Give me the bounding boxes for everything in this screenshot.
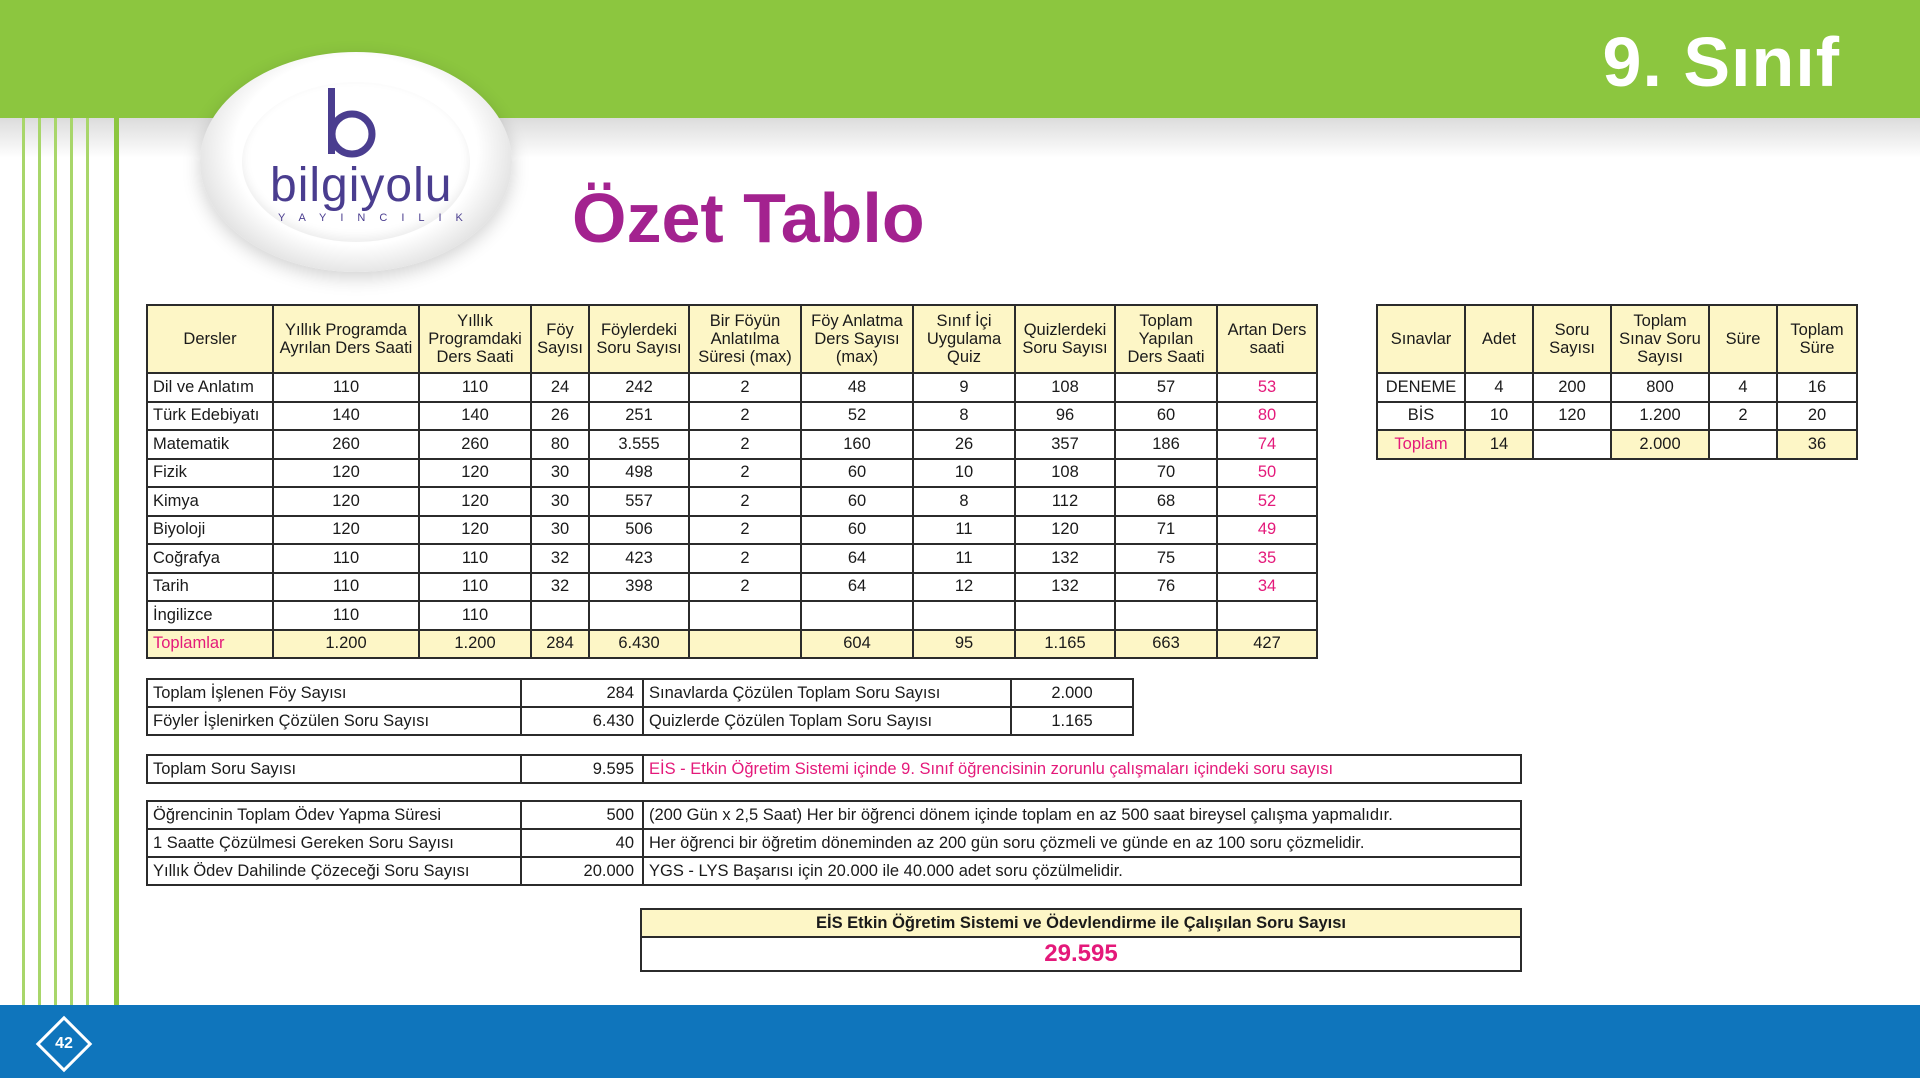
table-cell: 70 [1115,459,1217,488]
table-cell: 1.200 [1611,402,1709,431]
grand-total-value: 29.595 [641,937,1521,971]
table-cell: 11 [913,544,1015,573]
summary-value: 2.000 [1011,679,1133,707]
column-header: Adet [1465,305,1533,373]
grand-total-box [640,908,1522,972]
table-cell: 110 [273,601,419,630]
table-cell: 9 [913,373,1015,402]
table-cell: 260 [419,430,531,459]
table-cell: 35 [1217,544,1317,573]
table-cell: 498 [589,459,689,488]
table-cell: 34 [1217,573,1317,602]
table-cell: 506 [589,516,689,545]
table-header-row [147,305,1317,373]
total-questions-label: Toplam Soru Sayısı [147,755,521,783]
column-header: Yıllık Programda Ayrılan Ders Saati [273,305,419,373]
totals-label: Toplam [1377,430,1465,459]
table-cell: 120 [419,487,531,516]
table-cell: 2 [689,516,801,545]
column-header: Soru Sayısı [1533,305,1611,373]
totals-row [147,630,1317,659]
table-cell: 251 [589,402,689,431]
summary-label: Quizlerde Çözülen Toplam Soru Sayısı [643,707,1011,735]
table-cell: 2 [689,459,801,488]
column-header: Süre [1709,305,1777,373]
table-row [147,679,1133,707]
total-cell [1533,430,1611,459]
table-cell: 2 [689,430,801,459]
table-cell [1217,601,1317,630]
table-cell: 110 [273,544,419,573]
summary-label: Toplam İşlenen Föy Sayısı [147,679,521,707]
table-cell: 12 [913,573,1015,602]
grade-title: 9. Sınıf [1602,23,1840,101]
table-cell: 71 [1115,516,1217,545]
table-cell: 76 [1115,573,1217,602]
table-cell: 8 [913,402,1015,431]
table-cell: 74 [1217,430,1317,459]
total-cell: 604 [801,630,913,659]
table-cell: 110 [419,601,531,630]
table-cell: 120 [1015,516,1115,545]
total-cell [1709,430,1777,459]
table-cell: 186 [1115,430,1217,459]
table-cell [589,601,689,630]
summary-label: 1 Saatte Çözülmesi Gereken Soru Sayısı [147,829,521,857]
table-cell: 30 [531,459,589,488]
column-header: Toplam Süre [1777,305,1857,373]
column-header: Föy Sayısı [531,305,589,373]
column-header: Föy Anlatma Ders Sayısı (max) [801,305,913,373]
table-cell: 2 [689,373,801,402]
table-cell: 57 [1115,373,1217,402]
table-cell: 260 [273,430,419,459]
table-cell: 2 [1709,402,1777,431]
summary-value: 20.000 [521,857,643,885]
total-cell: 36 [1777,430,1857,459]
total-cell: 663 [1115,630,1217,659]
logo-b-icon [322,86,382,162]
table-cell: 60 [801,516,913,545]
table-cell: 110 [273,573,419,602]
column-header: Yıllık Programdaki Ders Saati [419,305,531,373]
table-row [147,829,1521,857]
total-questions-value: 9.595 [521,755,643,783]
table-row [147,857,1521,885]
table-cell: 120 [1533,402,1611,431]
column-header: Artan Ders saati [1217,305,1317,373]
table-cell: 64 [801,544,913,573]
table-row [147,430,1317,459]
table-cell: 4 [1465,373,1533,402]
total-cell: 1.200 [419,630,531,659]
totals-label: Toplamlar [147,630,273,659]
course-name: Dil ve Anlatım [147,373,273,402]
table-row [641,909,1521,937]
table-row [147,373,1317,402]
column-header: Toplam Yapılan Ders Saati [1115,305,1217,373]
table-cell: 120 [273,516,419,545]
table-cell: 60 [801,487,913,516]
table-cell: 110 [419,373,531,402]
table-cell: 357 [1015,430,1115,459]
total-cell: 2.000 [1611,430,1709,459]
course-name: Matematik [147,430,273,459]
total-cell: 1.200 [273,630,419,659]
table-cell: 49 [1217,516,1317,545]
table-cell: 48 [801,373,913,402]
column-header: Föylerdeki Soru Sayısı [589,305,689,373]
total-questions-note: EİS - Etkin Öğretim Sistemi içinde 9. Sınıf öğrencisinin zorunlu çalışmaları içindeki soru sayısı [643,755,1521,783]
table-cell: 10 [1465,402,1533,431]
table-row [147,544,1317,573]
summary-value: 500 [521,801,643,829]
table-cell: 60 [801,459,913,488]
summary-label: Öğrencinin Toplam Ödev Yapma Süresi [147,801,521,829]
summary-value: 1.165 [1011,707,1133,735]
summary-note: Her öğrenci bir öğretim döneminden az 200 gün soru çözmeli ve günde en az 100 soru çözmelidir. [643,829,1521,857]
course-name: Türk Edebiyatı [147,402,273,431]
table-cell: 16 [1777,373,1857,402]
summary-label: Sınavlarda Çözülen Toplam Soru Sayısı [643,679,1011,707]
summary-value: 284 [521,679,643,707]
table-row [147,801,1521,829]
summary-value: 40 [521,829,643,857]
table-row [641,937,1521,971]
summary-note: YGS - LYS Başarısı için 20.000 ile 40.000 adet soru çözülmelidir. [643,857,1521,885]
table-cell: 2 [689,573,801,602]
page-number: 42 [55,1035,73,1052]
table-cell: 557 [589,487,689,516]
summary-value: 6.430 [521,707,643,735]
table-cell: 4 [1709,373,1777,402]
column-header: Quizlerdeki Soru Sayısı [1015,305,1115,373]
table-row [1377,373,1857,402]
table-cell: 26 [913,430,1015,459]
table-cell: 30 [531,487,589,516]
table-cell: 80 [1217,402,1317,431]
table-row [147,601,1317,630]
table-cell: 96 [1015,402,1115,431]
table-row [147,755,1521,783]
total-cell: 1.165 [1015,630,1115,659]
table-cell: 10 [913,459,1015,488]
table-cell [689,601,801,630]
table-row [147,573,1317,602]
logo-subtitle: YAYINCILIK [278,212,477,224]
table-cell [801,601,913,630]
table-cell: 32 [531,573,589,602]
exam-name: BİS [1377,402,1465,431]
total-cell: 6.430 [589,630,689,659]
totals-row [1377,430,1857,459]
table-cell: 53 [1217,373,1317,402]
summary-table-1 [146,678,1134,736]
table-cell: 423 [589,544,689,573]
table-cell [1015,601,1115,630]
table-row [147,707,1133,735]
course-summary-table [146,304,1318,659]
table-cell: 24 [531,373,589,402]
table-cell: 2 [689,487,801,516]
table-cell [1115,601,1217,630]
course-name: İngilizce [147,601,273,630]
page-title: Özet Tablo [572,179,925,257]
total-cell: 284 [531,630,589,659]
summary-label: Föyler İşlenirken Çözülen Soru Sayısı [147,707,521,735]
table-cell: 200 [1533,373,1611,402]
table-cell: 64 [801,573,913,602]
course-name: Kimya [147,487,273,516]
table-cell: 800 [1611,373,1709,402]
table-cell: 3.555 [589,430,689,459]
table-cell: 52 [1217,487,1317,516]
column-header: Toplam Sınav Soru Sayısı [1611,305,1709,373]
table-header-row [1377,305,1857,373]
table-cell [913,601,1015,630]
total-cell: 14 [1465,430,1533,459]
course-name: Biyoloji [147,516,273,545]
course-name: Fizik [147,459,273,488]
table-cell: 140 [273,402,419,431]
footer-bar [0,1005,1920,1078]
course-name: Tarih [147,573,273,602]
table-row [1377,402,1857,431]
summary-note: (200 Gün x 2,5 Saat) Her bir öğrenci dönem içinde toplam en az 500 saat bireysel çalışma yapmalıdır. [643,801,1521,829]
table-cell: 11 [913,516,1015,545]
table-cell: 30 [531,516,589,545]
column-header: Bir Föyün Anlatılma Süresi (max) [689,305,801,373]
table-cell: 120 [273,487,419,516]
table-cell: 8 [913,487,1015,516]
summary-table-2 [146,754,1522,784]
table-cell: 110 [273,373,419,402]
table-cell: 108 [1015,459,1115,488]
table-row [147,459,1317,488]
table-cell: 112 [1015,487,1115,516]
table-cell: 108 [1015,373,1115,402]
table-cell: 80 [531,430,589,459]
table-cell: 52 [801,402,913,431]
total-cell: 95 [913,630,1015,659]
table-cell: 120 [419,459,531,488]
logo-wordmark: bilgiyolu [270,159,453,212]
total-cell [689,630,801,659]
table-cell: 120 [273,459,419,488]
table-cell [531,601,589,630]
table-cell: 110 [419,573,531,602]
table-row [147,516,1317,545]
column-header: Dersler [147,305,273,373]
column-header: Sınavlar [1377,305,1465,373]
grand-total-label: EİS Etkin Öğretim Sistemi ve Ödevlendirme ile Çalışılan Soru Sayısı [641,909,1521,937]
table-cell: 398 [589,573,689,602]
total-cell: 427 [1217,630,1317,659]
table-cell: 242 [589,373,689,402]
table-cell: 60 [1115,402,1217,431]
summary-label: Yıllık Ödev Dahilinde Çözeceği Soru Sayısı [147,857,521,885]
side-stripes [0,118,125,1005]
course-name: Coğrafya [147,544,273,573]
table-cell: 2 [689,402,801,431]
table-cell: 68 [1115,487,1217,516]
table-cell: 50 [1217,459,1317,488]
exam-name: DENEME [1377,373,1465,402]
column-header: Sınıf İçi Uygulama Quiz [913,305,1015,373]
table-cell: 160 [801,430,913,459]
table-cell: 132 [1015,544,1115,573]
table-row [147,487,1317,516]
table-cell: 110 [419,544,531,573]
table-cell: 32 [531,544,589,573]
table-cell: 2 [689,544,801,573]
table-cell: 140 [419,402,531,431]
table-cell: 132 [1015,573,1115,602]
table-cell: 75 [1115,544,1217,573]
exam-summary-table [1376,304,1858,460]
table-row [147,402,1317,431]
table-cell: 20 [1777,402,1857,431]
summary-table-3 [146,800,1522,886]
table-cell: 120 [419,516,531,545]
table-cell: 26 [531,402,589,431]
